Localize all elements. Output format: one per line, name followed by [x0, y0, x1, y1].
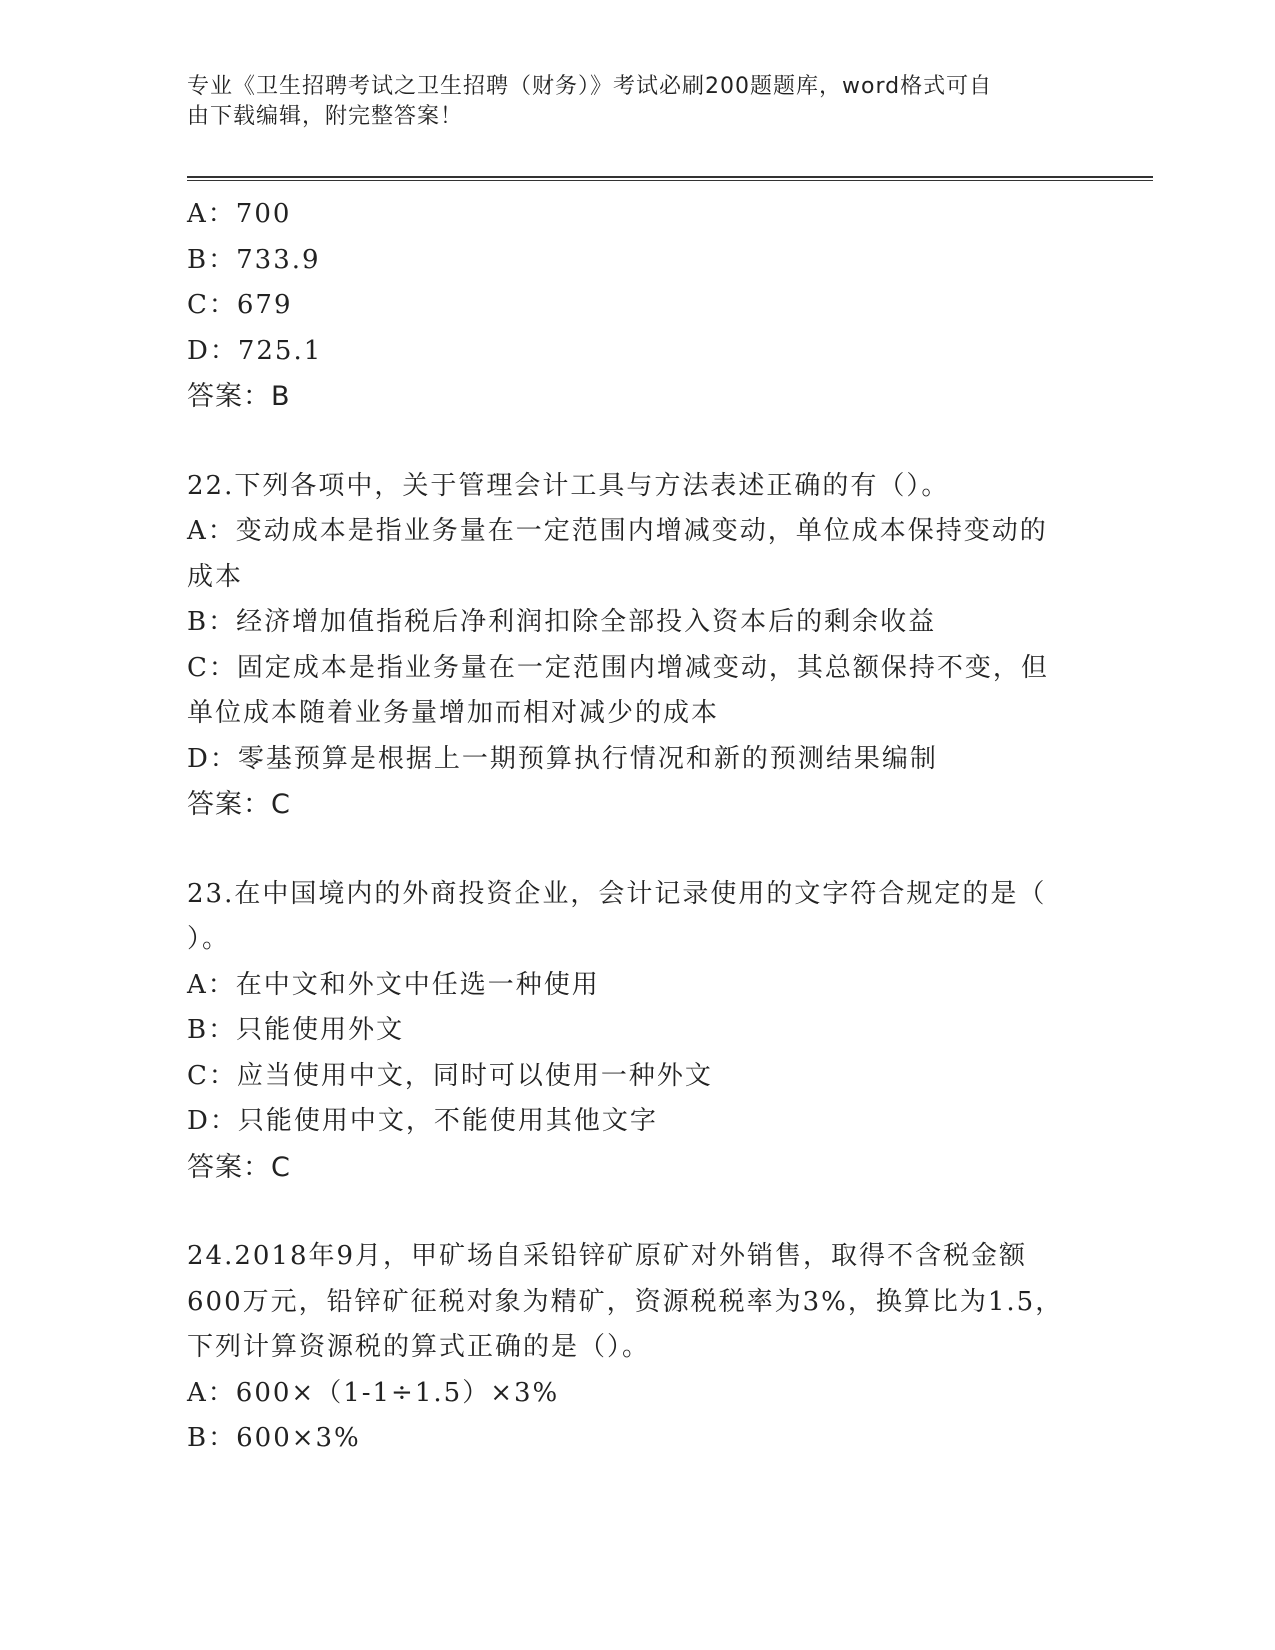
option-a-continued: 成本 — [187, 561, 244, 592]
option-b: B：733.9 — [187, 244, 321, 275]
spacer — [187, 828, 1087, 872]
question-24 — [187, 1234, 1087, 1462]
question-stem: 22.下列各项中，关于管理会计工具与方法表述正确的有（）。 — [187, 470, 950, 501]
option-c: C：固定成本是指业务量在一定范围内增减变动，其总额保持不变，但 — [187, 652, 1049, 683]
question-stem: 24.2018年9月，甲矿场自采铅锌矿原矿对外销售，取得不含税金额 — [187, 1241, 1028, 1271]
option-c: C：应当使用中文，同时可以使用一种外文 — [187, 1060, 713, 1091]
question-stem-continued: ）。 — [187, 924, 231, 954]
option-c-continued: 单位成本随着业务量增加而相对减少的成本 — [187, 698, 720, 728]
option-d: D：725.1 — [187, 335, 323, 366]
header-title-line-1: 专业《卫生招聘考试之卫生招聘（财务）》考试必刷200题题库，word格式可自 — [187, 74, 993, 99]
answer: 答案：B — [187, 381, 291, 412]
option-a: A：600×（1-1÷1.5）×3% — [187, 1377, 560, 1408]
question-stem-continued: 600万元，铅锌矿征税对象为精矿，资源税税率为3%，换算比为1.5， — [187, 1286, 1064, 1317]
option-b: B：600×3% — [187, 1423, 361, 1453]
option-b: B：只能使用外文 — [187, 1015, 405, 1045]
option-d: D：只能使用中文，不能使用其他文字 — [187, 1106, 658, 1136]
question-stem: 23.在中国境内的外商投资企业，会计记录使用的文字符合规定的是（ — [187, 878, 1047, 909]
question-23 — [187, 872, 1087, 1191]
option-a: A：变动成本是指业务量在一定范围内增减变动，单位成本保持变动的 — [187, 516, 1048, 546]
question-22 — [187, 464, 1087, 828]
spacer — [187, 1190, 1087, 1234]
option-d: D：零基预算是根据上一期预算执行情况和新的预测结果编制 — [187, 743, 938, 774]
option-c: C：679 — [187, 290, 293, 320]
question-content — [187, 192, 1087, 1462]
answer: 答案：C — [187, 1151, 291, 1183]
header-divider — [187, 176, 1153, 181]
page-header — [187, 72, 1087, 132]
option-a: A：700 — [187, 199, 292, 229]
question-21-options — [187, 192, 1087, 420]
header-title-line-2: 由下载编辑，附完整答案！ — [187, 104, 464, 129]
spacer — [187, 420, 1087, 464]
option-b: B：经济增加值指税后净利润扣除全部投入资本后的剩余收益 — [187, 607, 937, 637]
answer: 答案：C — [187, 789, 291, 820]
option-a: A：在中文和外文中任选一种使用 — [187, 969, 600, 1000]
question-stem-continued: 下列计算资源税的算式正确的是（）。 — [187, 1332, 651, 1362]
